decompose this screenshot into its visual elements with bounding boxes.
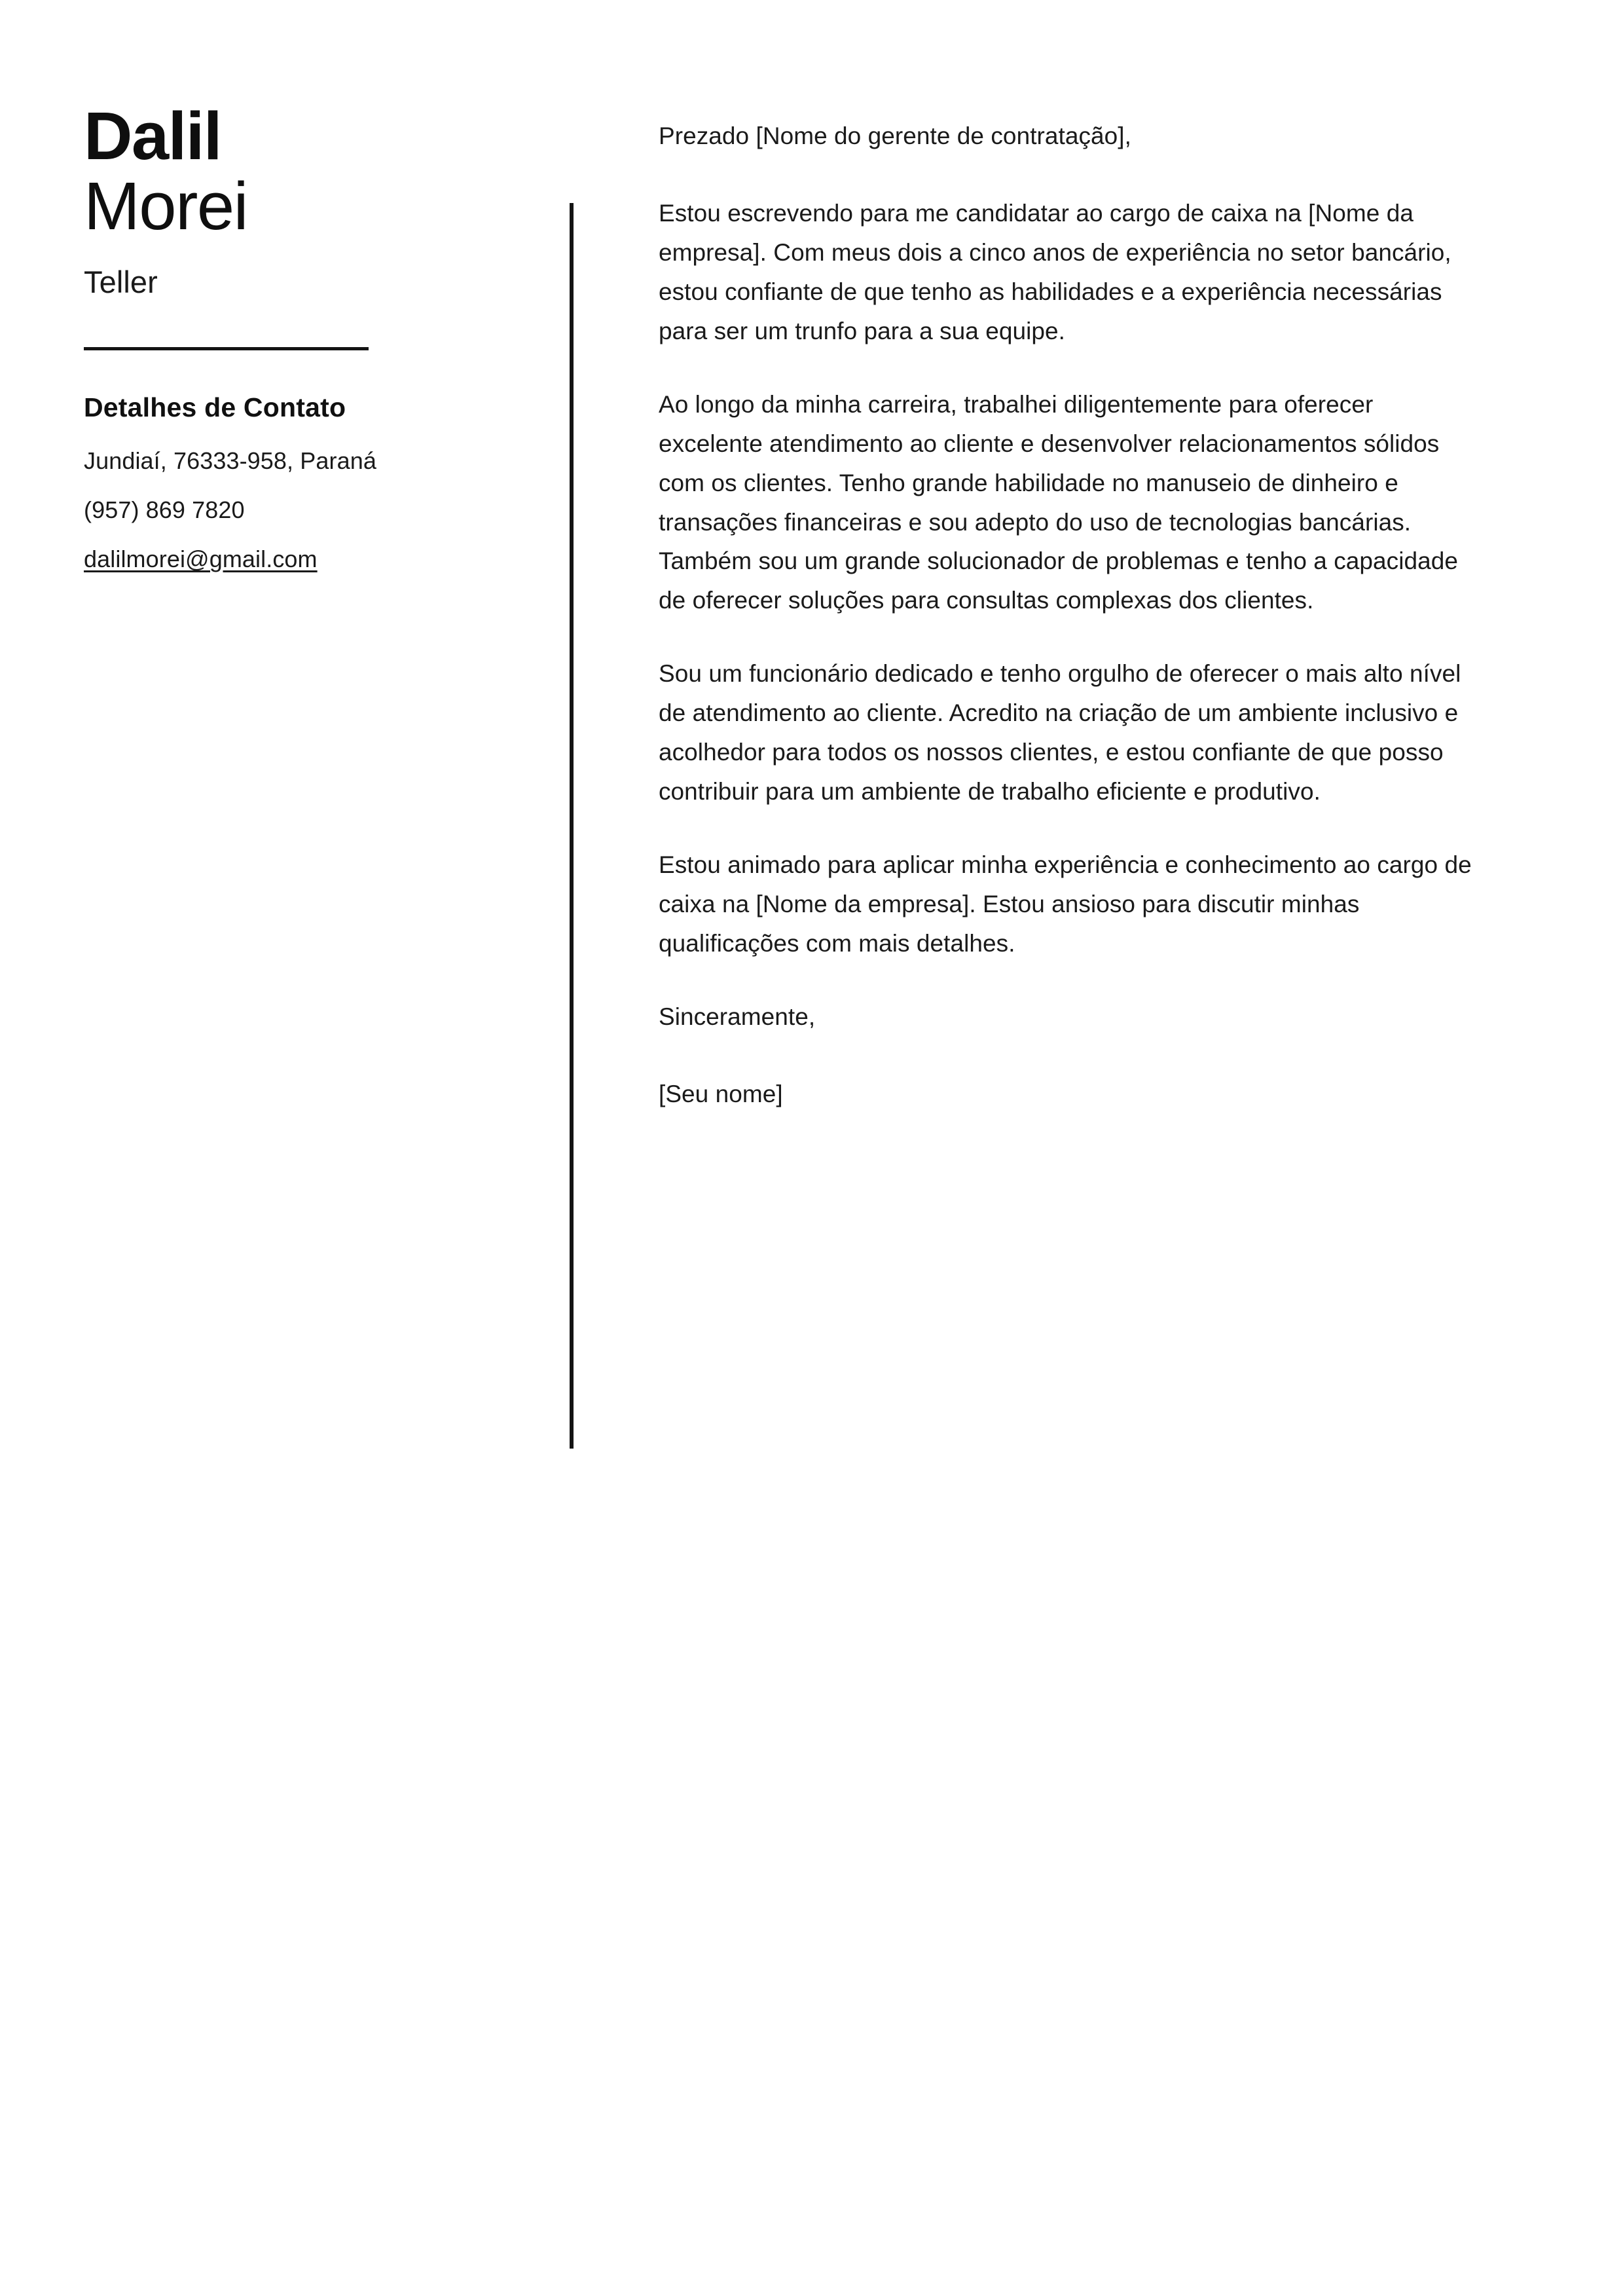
vertical-rule: [570, 203, 574, 1449]
letter-signoff: Sinceramente,: [659, 1003, 816, 1030]
contact-phone: (957) 869 7820: [84, 496, 245, 524]
letter-paragraph-4: Estou animado para aplicar minha experiência e conhecimento ao cargo de caixa na [Nome da empresa]. Estou ansioso para discutir minhas qualificações com mais detalhes.: [659, 851, 1472, 957]
letter-signature: [Seu nome]: [659, 1080, 783, 1107]
contact-details-heading: Detalhes de Contato: [84, 392, 346, 423]
letter-salutation: Prezado [Nome do gerente de contratação],: [659, 122, 1131, 149]
letter-paragraph-1: Estou escrevendo para me candidatar ao cargo de caixa na [Nome da empresa]. Com meus dois a cinco anos de experiência no setor bancário, estou confiante de que tenho as habilidades e a experiência necessárias para ser um trunfo para a sua equipe.: [659, 199, 1451, 344]
contact-address: Jundiaí, 76333-958, Paraná: [84, 447, 376, 475]
job-title: Teller: [84, 265, 158, 300]
letter-body: [574, 0, 1623, 1114]
sidebar: [0, 0, 570, 595]
contact-details-list: [84, 447, 570, 574]
letter-paragraph-2: Ao longo da minha carreira, trabalhei diligentemente para oferecer excelente atendimento ao cliente e desenvolver relacionamentos sólidos com os clientes. Tenho grande habilidade no manuseio de dinheiro e transações financeiras e sou adepto do uso de tecnologias bancárias. Também sou um grande solucionador de problemas e tenho a capacidade de oferecer soluções para consultas complexas dos clientes.: [659, 390, 1459, 614]
sidebar-horizontal-rule: [84, 347, 369, 350]
column-divider: [570, 0, 574, 2296]
candidate-last-name: Morei: [84, 168, 248, 244]
candidate-name: [84, 98, 570, 244]
candidate-first-name: Dalil: [84, 98, 222, 174]
letter-paragraph-3: Sou um funcionário dedicado e tenho orgulho de oferecer o mais alto nível de atendimento ao cliente. Acredito na criação de um ambiente inclusivo e acolhedor para todos os nossos clientes, e estou confiante de que posso contribuir para um ambiente de trabalho eficiente e produtivo.: [659, 660, 1461, 805]
contact-email-link[interactable]: dalilmorei@gmail.com: [84, 546, 318, 573]
